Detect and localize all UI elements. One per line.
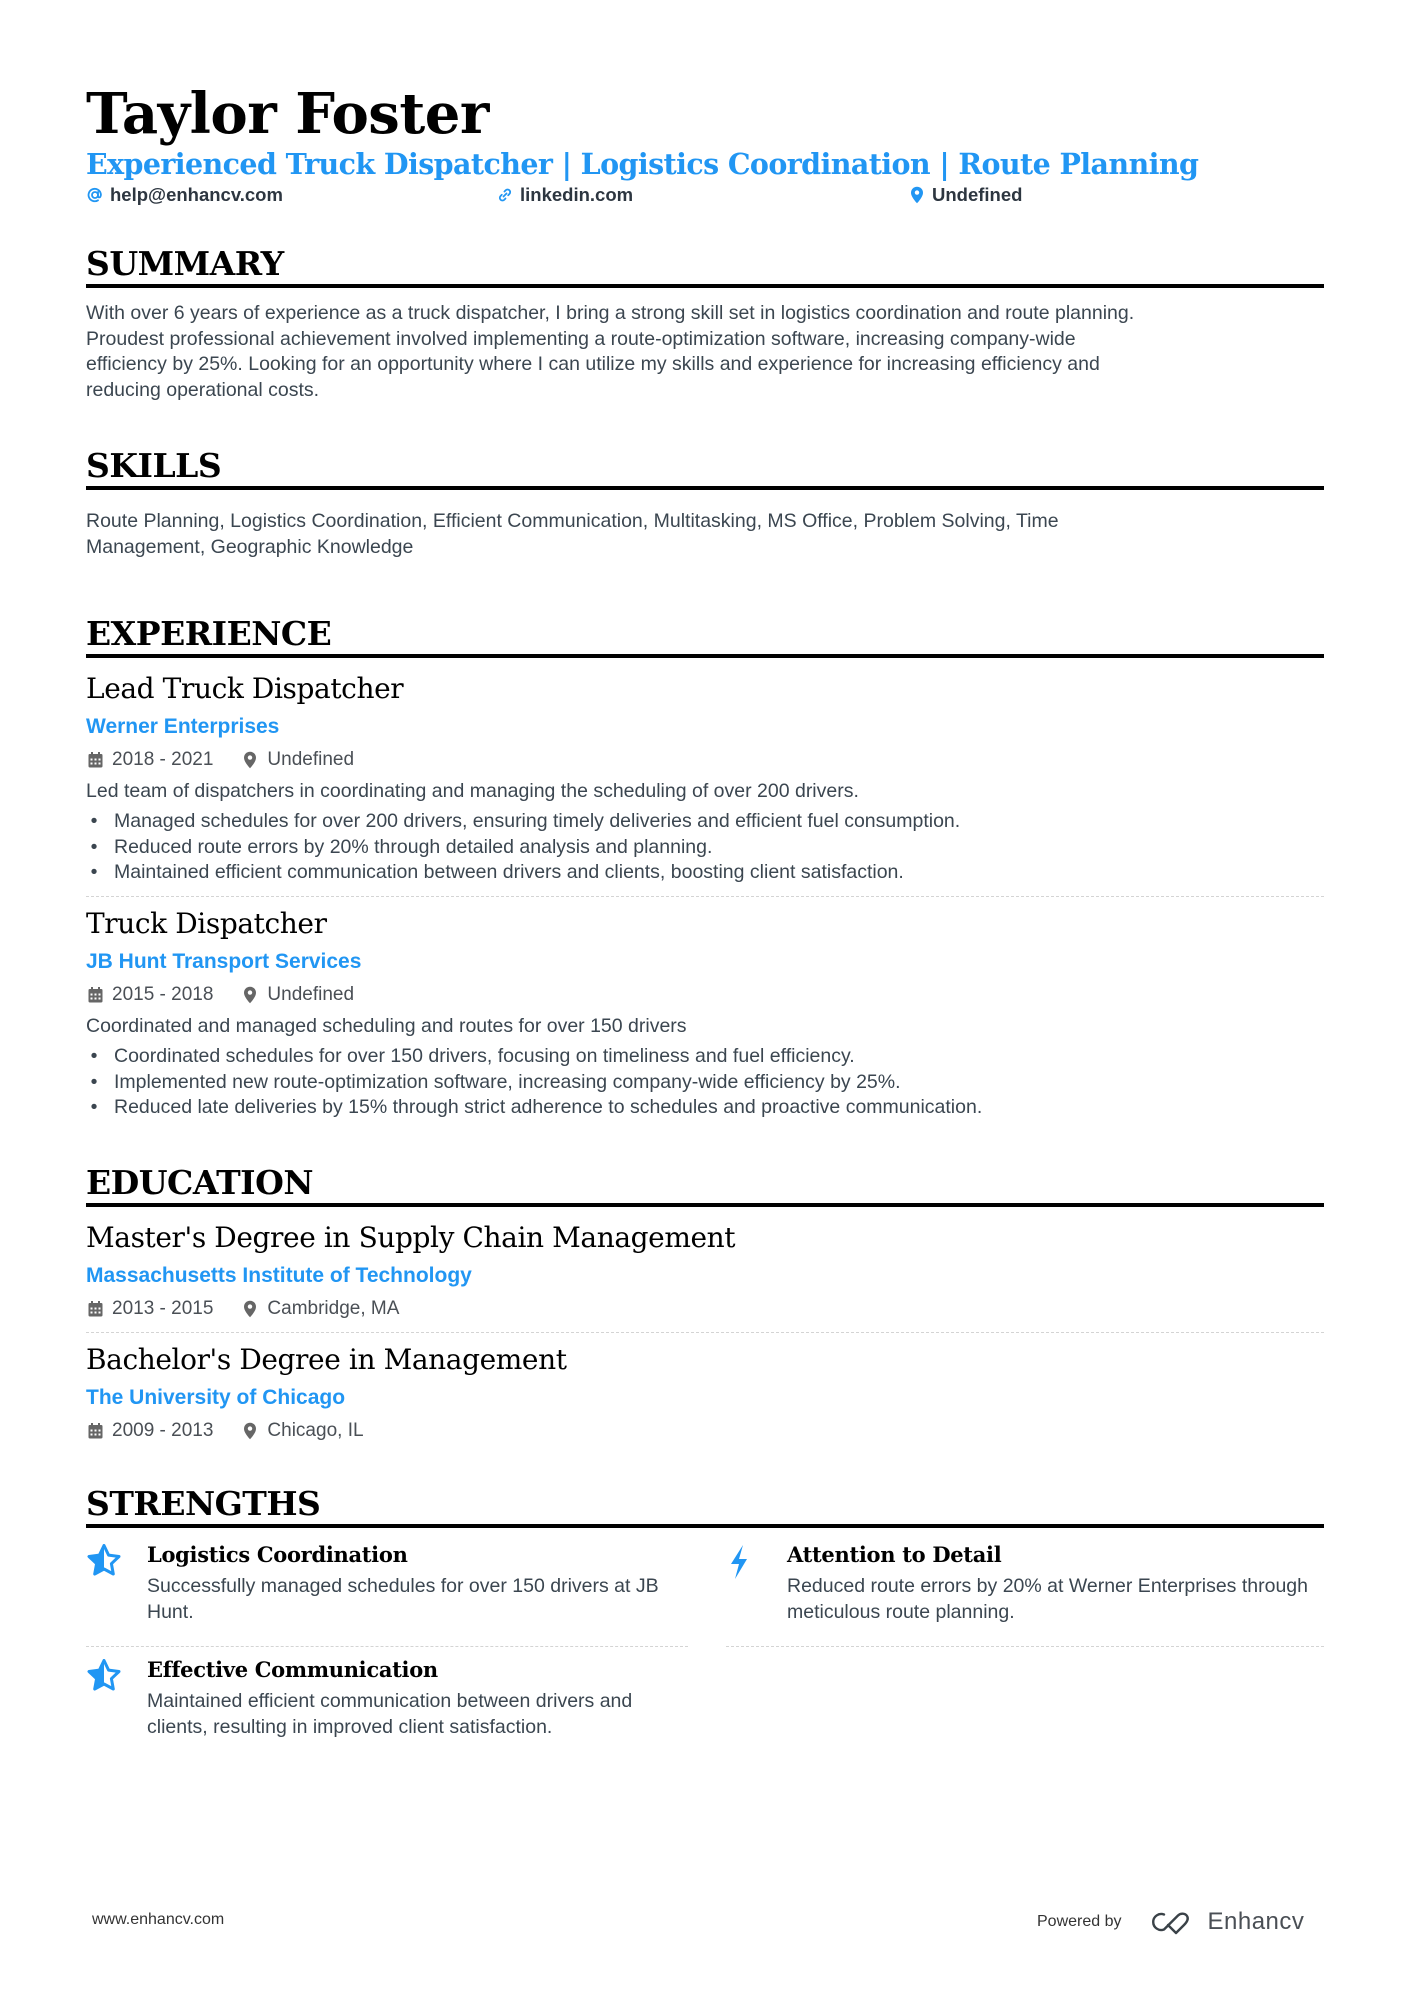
candidate-headline: Experienced Truck Dispatcher | Logistics Coordination | Route Planning [86, 147, 1199, 181]
location-pin-icon [241, 985, 259, 1005]
experience-bullets [86, 1044, 982, 1121]
link-icon [496, 185, 514, 205]
experience-bullets [86, 809, 960, 886]
location-pin-icon [908, 185, 926, 205]
education-dates: 2009 - 2013 [112, 1420, 214, 1441]
location-pin-icon [241, 1421, 259, 1441]
section-divider [86, 654, 1324, 658]
experience-description: Led team of dispatchers in coordinating and managing the scheduling of over 200 drivers. [86, 780, 859, 802]
powered-by-label: Powered by [1037, 1913, 1122, 1930]
experience-role: Truck Dispatcher [86, 907, 327, 940]
experience-location: Undefined [267, 749, 355, 770]
section-title-skills: SKILLS [86, 446, 222, 485]
experience-dates: 2015 - 2018 [112, 984, 214, 1005]
calendar-icon [86, 750, 104, 770]
bullet-item: • Maintained efficient communication between drivers and clients, boosting client satisfaction. [90, 861, 904, 883]
contact-row [86, 184, 1324, 210]
star-icon [86, 1544, 122, 1576]
experience-location: Undefined [267, 984, 355, 1005]
contact-location [908, 184, 1022, 206]
lightning-bolt-icon [722, 1544, 758, 1576]
education-meta [86, 1297, 399, 1321]
candidate-name: Taylor Foster [86, 81, 489, 147]
education-meta [86, 1419, 364, 1443]
section-divider [86, 284, 1324, 288]
experience-company: JB Hunt Transport Services [86, 950, 362, 973]
education-degree: Master's Degree in Supply Chain Management [86, 1221, 736, 1254]
contact-location-text: Undefined [932, 184, 1023, 205]
entry-divider [86, 896, 1324, 897]
section-title-education: EDUCATION [86, 1163, 314, 1202]
contact-email[interactable] [86, 184, 283, 206]
bullet-item: • Reduced route errors by 20% through detailed analysis and planning. [90, 835, 713, 858]
calendar-icon [86, 1299, 104, 1319]
footer-website-link[interactable]: www.enhancv.com [92, 1911, 225, 1928]
education-school: The University of Chicago [86, 1386, 346, 1409]
section-divider [86, 486, 1324, 490]
education-location: Chicago, IL [267, 1420, 364, 1441]
footer-powered-by[interactable] [1037, 1905, 1304, 1939]
summary-line: efficiency by 25%. Looking for an opportunity where I can utilize my skills and experience for increasing efficiency and [86, 353, 1100, 376]
experience-description: Coordinated and managed scheduling and routes for over 150 drivers [86, 1015, 687, 1037]
contact-linkedin[interactable] [496, 184, 633, 206]
section-title-experience: EXPERIENCE [86, 614, 332, 653]
bullet-item: • Managed schedules for over 200 drivers, ensuring timely deliveries and efficient fuel consumption. [90, 810, 961, 832]
experience-meta [86, 983, 354, 1007]
calendar-icon [86, 1421, 104, 1441]
strength-title: Logistics Coordination [147, 1542, 408, 1567]
strength-description: Maintained efficient communication between drivers and clients, resulting in improved client satisfaction. [147, 1690, 633, 1738]
education-school: Massachusetts Institute of Technology [86, 1264, 472, 1287]
location-pin-icon [241, 750, 259, 770]
experience-dates: 2018 - 2021 [112, 749, 214, 770]
strength-divider [726, 1646, 1324, 1647]
strength-description: Reduced route errors by 20% at Werner Enterprises through meticulous route planning. [787, 1575, 1308, 1623]
entry-divider [86, 1332, 1324, 1333]
bullet-item: • Implemented new route-optimization software, increasing company-wide efficiency by 25%. [90, 1070, 901, 1093]
calendar-icon [86, 985, 104, 1005]
education-dates: 2013 - 2015 [112, 1298, 214, 1319]
contact-email-text: help@enhancv.com [110, 184, 283, 205]
skills-line: Route Planning, Logistics Coordination, Efficient Communication, Multitasking, MS Office, Problem Solving, Time [86, 510, 1059, 532]
skills-text [86, 509, 1324, 560]
experience-company: Werner Enterprises [86, 715, 280, 738]
strength-divider [86, 1646, 688, 1647]
section-divider [86, 1524, 1324, 1528]
summary-line: reducing operational costs. [86, 378, 320, 401]
summary-line: With over 6 years of experience as a truck dispatcher, I bring a strong skill set in logistics coordination and route planning. [86, 302, 1135, 324]
skills-line: Management, Geographic Knowledge [86, 535, 414, 558]
strength-title: Attention to Detail [787, 1542, 1002, 1567]
experience-role: Lead Truck Dispatcher [86, 672, 404, 705]
location-pin-icon [241, 1299, 259, 1319]
brand-name: Enhancv [1207, 1908, 1305, 1935]
strength-title: Effective Communication [147, 1657, 438, 1682]
education-location: Cambridge, MA [267, 1298, 400, 1319]
bullet-item: • Coordinated schedules for over 150 drivers, focusing on timeliness and fuel efficiency. [90, 1045, 855, 1067]
summary-text [86, 301, 1324, 403]
section-title-summary: SUMMARY [86, 244, 284, 283]
section-divider [86, 1203, 1324, 1207]
enhancv-logo-icon [1148, 1909, 1196, 1935]
at-icon [86, 185, 104, 205]
education-degree: Bachelor's Degree in Management [86, 1343, 567, 1376]
section-title-strengths: STRENGTHS [86, 1484, 321, 1523]
star-icon [86, 1659, 122, 1691]
bullet-item: • Reduced late deliveries by 15% through strict adherence to schedules and proactive communication. [90, 1096, 983, 1118]
strength-description: Successfully managed schedules for over 150 drivers at JB Hunt. [147, 1575, 659, 1623]
summary-line: Proudest professional achievement involved implementing a route-optimization software, increasing company-wide [86, 327, 1076, 350]
contact-linkedin-text: linkedin.com [520, 184, 634, 205]
experience-meta [86, 748, 354, 772]
